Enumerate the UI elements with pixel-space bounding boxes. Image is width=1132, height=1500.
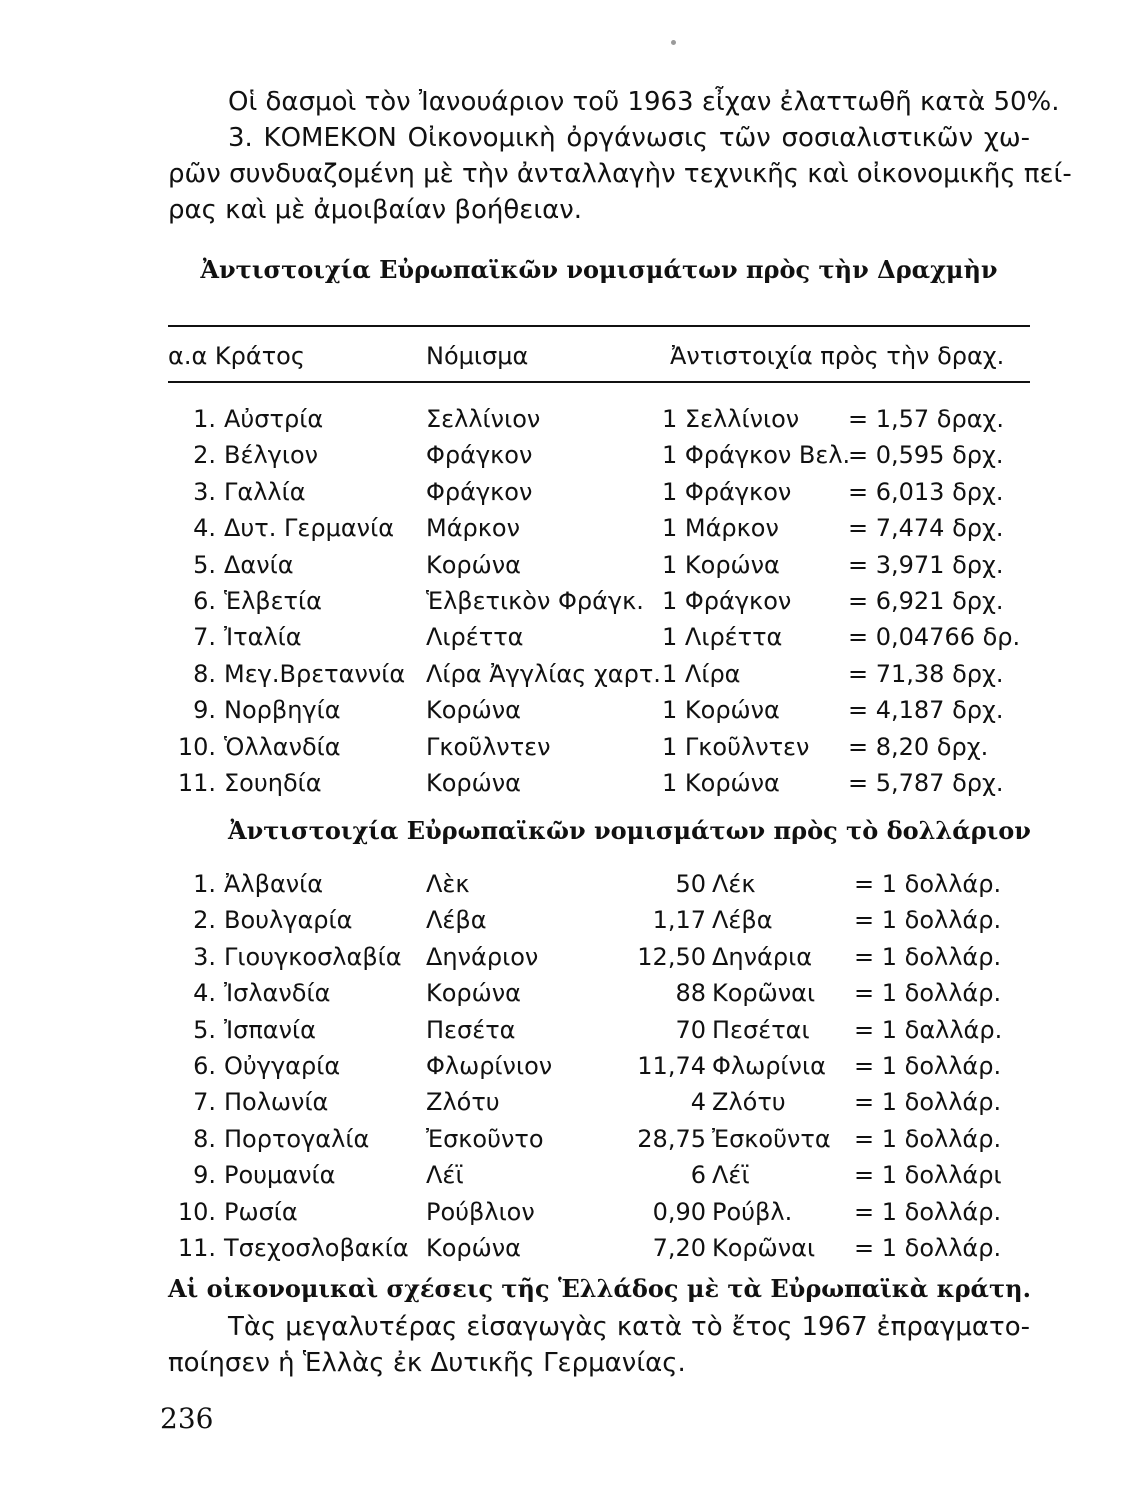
table-row [168, 940, 1030, 974]
amount-cell: 88 [675, 979, 706, 1008]
table-row [168, 1231, 1030, 1265]
rate-cell: 1 Φράγκον [662, 477, 792, 506]
row-number: 8. [193, 1124, 216, 1153]
table-row [168, 903, 1030, 937]
currency-cell: Κορώνα [426, 769, 521, 797]
table-row [168, 976, 1030, 1010]
value-cell: = 5,787 δρχ. [848, 769, 1004, 797]
row-number: 3. [193, 942, 216, 971]
value-cell: = 6,013 δρχ. [848, 477, 1004, 506]
relations-heading: Αἱ οἰκονομικαὶ σχέσεις τῆς Ἑλλάδος μὲ τὰ Εὐρωπαϊκὰ κράτη. [168, 1274, 1031, 1303]
currency-cell: Ρούβλιον [426, 1197, 535, 1226]
amount-cell: 7,20 [652, 1234, 706, 1262]
amount-cell: 70 [675, 1015, 706, 1044]
value-cell: = 7,474 δρχ. [848, 514, 1004, 543]
row-number: 3. [193, 477, 216, 506]
table-row [168, 1049, 1030, 1083]
currency-cell: Πεσέτα [426, 1015, 516, 1044]
country-cell: Βέλγιον [224, 441, 319, 470]
country-cell: Γιουγκοσλαβία [224, 942, 402, 971]
row-number: 5. [193, 550, 216, 579]
country-cell: Πορτογαλία [224, 1124, 370, 1153]
value-cell: = 1 δολλάρι [854, 1161, 1002, 1190]
page-number: 236 [160, 1402, 214, 1435]
amount-cell: 11,74 [637, 1052, 706, 1080]
rate-cell: 1 Μάρκον [662, 514, 779, 543]
header-country: α.α Κράτος [168, 342, 305, 370]
currency-cell: Κορώνα [426, 550, 521, 579]
value-cell: = 6,921 δρχ. [848, 587, 1004, 615]
value-cell: = 71,38 δρχ. [848, 659, 1004, 688]
value-cell: = 1 δολλάρ. [854, 1088, 1002, 1117]
currency-cell: Κορώνα [426, 979, 521, 1008]
country-cell: Γαλλία [224, 477, 306, 506]
table-row [168, 475, 1030, 509]
rate-cell: 1 Κορώνα [662, 696, 780, 725]
table-row [168, 438, 1030, 472]
country-cell: Βουλγαρία [224, 906, 353, 935]
table-row [168, 766, 1030, 800]
table-row [168, 620, 1030, 654]
table-row [168, 1013, 1030, 1047]
table-row [168, 867, 1030, 901]
row-number: 10. [177, 732, 216, 761]
currency-cell: Φράγκον [426, 441, 533, 470]
intro-line: Οἱ δασμοὶ τὸν Ἰανουάριον τοῦ 1963 εἶχαν ἐλαττωθῆ κατὰ 50%. [228, 87, 1060, 117]
row-number: 6. [193, 587, 216, 615]
rate-cell: 1 Κορώνα [662, 550, 780, 579]
currency-cell: Ἑλβετικὸν Φράγκ. [426, 587, 644, 615]
unit-cell: Λέβα [712, 906, 773, 935]
table1-header-rule [168, 381, 1030, 383]
table-row [168, 402, 1030, 436]
rate-cell: 1 Γκοῦλντεν [662, 732, 810, 761]
country-cell: Ἰταλία [224, 623, 302, 652]
unit-cell: Ζλότυ [712, 1088, 786, 1117]
currency-cell: Λέβα [426, 906, 487, 935]
amount-cell: 6 [690, 1161, 706, 1190]
table1-top-rule [168, 325, 1030, 327]
amount-cell: 28,75 [637, 1124, 706, 1153]
value-cell: = 0,595 δρχ. [848, 441, 1004, 470]
row-number: 11. [177, 1234, 216, 1262]
unit-cell: Λέκ [712, 870, 756, 898]
comecon-line: ρῶν συνδυαζομένη μὲ τὴν ἀνταλλαγὴν τεχνικῆς καὶ οἰκονομικῆς πεί- [168, 159, 1072, 189]
currency-cell: Κορώνα [426, 696, 521, 725]
table-row [168, 584, 1030, 618]
country-cell: Ἀλβανία [224, 870, 324, 898]
row-number: 2. [193, 441, 216, 470]
currency-cell: Λίρα Ἀγγλίας χαρτ. [426, 659, 661, 688]
currency-cell: Λὲκ [426, 870, 470, 898]
relations-line: Τὰς μεγαλυτέρας εἰσαγωγὰς κατὰ τὸ ἔτος 1967 ἐπραγματο- [228, 1312, 1030, 1342]
unit-cell: Κορῶναι [712, 979, 816, 1008]
country-cell: Ἑλβετία [224, 587, 322, 615]
unit-cell: Δηνάρια [712, 942, 813, 971]
country-cell: Μεγ.Βρεταννία [224, 659, 406, 688]
country-cell: Σουηδία [224, 769, 322, 797]
row-number: 9. [193, 696, 216, 725]
row-number: 4. [193, 514, 216, 543]
row-number: 6. [193, 1052, 216, 1080]
currency-cell: Κορώνα [426, 1234, 521, 1262]
table-row [168, 1158, 1030, 1192]
country-cell: Αὐστρία [224, 405, 324, 433]
currency-cell: Φράγκον [426, 477, 533, 506]
table-row [168, 693, 1030, 727]
row-number: 2. [193, 906, 216, 935]
currency-cell: Ἐσκοῦντο [426, 1124, 544, 1153]
country-cell: Ρωσία [224, 1197, 298, 1226]
currency-cell: Γκοῦλντεν [426, 732, 551, 761]
amount-cell: 1,17 [652, 906, 706, 935]
value-cell: = 1 δολλάρ. [854, 942, 1002, 971]
comecon-line: 3. ΚΟΜΕΚΟΝ Οἰκονομικὴ ὀργάνωσις τῶν σοσιαλιστικῶν χω- [228, 123, 1030, 153]
country-cell: Ὁλλανδία [224, 732, 341, 761]
currency-cell: Δηνάριον [426, 942, 539, 971]
value-cell: = 1 δολλάρ. [854, 1234, 1002, 1262]
country-cell: Ρουμανία [224, 1161, 336, 1190]
row-number: 10. [177, 1197, 216, 1226]
country-cell: Νορβηγία [224, 696, 341, 725]
country-cell: Ἰσπανία [224, 1015, 316, 1044]
value-cell: = 1 δολλάρ. [854, 906, 1002, 935]
country-cell: Οὐγγαρία [224, 1052, 341, 1080]
table-row [168, 1085, 1030, 1119]
row-number: 5. [193, 1015, 216, 1044]
table1-title: Ἀντιστοιχία Εὐρωπαϊκῶν νομισμάτων πρὸς τὴν Δραχμὴν [200, 255, 998, 284]
rate-cell: 1 Σελλίνιον [662, 405, 800, 433]
amount-cell: 12,50 [637, 942, 706, 971]
currency-cell: Φλωρίνιον [426, 1052, 553, 1080]
amount-cell: 50 [675, 870, 706, 898]
rate-cell: 1 Λίρα [662, 659, 741, 688]
row-number: 1. [193, 870, 216, 898]
row-number: 11. [177, 769, 216, 797]
table-row [168, 730, 1030, 764]
value-cell: = 1 δολλάρ. [854, 1124, 1002, 1153]
value-cell: = 1 δολλάρ. [854, 1197, 1002, 1226]
rate-cell: 1 Κορώνα [662, 769, 780, 797]
currency-cell: Σελλίνιον [426, 405, 541, 433]
amount-cell: 0,90 [652, 1197, 706, 1226]
rate-cell: 1 Λιρέττα [662, 623, 783, 652]
value-cell: = 0,04766 δρ. [848, 623, 1021, 652]
row-number: 7. [193, 1088, 216, 1117]
unit-cell: Λέϊ [712, 1161, 750, 1190]
row-number: 7. [193, 623, 216, 652]
value-cell: = 1 δολλάρ. [854, 1052, 1002, 1080]
value-cell: = 4,187 δρχ. [848, 696, 1004, 725]
value-cell: = 8,20 δρχ. [848, 732, 989, 761]
paper-speck [671, 40, 676, 45]
header-rate: Ἀντιστοιχία πρὸς τὴν δραχ. [670, 342, 1005, 370]
table-row [168, 1195, 1030, 1229]
row-number: 4. [193, 979, 216, 1008]
unit-cell: Ἐσκοῦντα [712, 1124, 831, 1153]
unit-cell: Φλωρίνια [712, 1052, 826, 1080]
value-cell: = 1 δαλλάρ. [854, 1015, 1003, 1044]
table-row [168, 511, 1030, 545]
unit-cell: Κορῶναι [712, 1234, 816, 1262]
value-cell: = 1,57 δραχ. [848, 405, 1005, 433]
country-cell: Δανία [224, 550, 294, 579]
currency-cell: Λιρέττα [426, 623, 524, 652]
header-currency: Νόμισμα [426, 342, 529, 370]
country-cell: Δυτ. Γερμανία [224, 514, 395, 543]
row-number: 9. [193, 1161, 216, 1190]
table-row [168, 548, 1030, 582]
currency-cell: Λέϊ [426, 1161, 464, 1190]
value-cell: = 1 δολλάρ. [854, 870, 1002, 898]
rate-cell: 1 Φράγκον [662, 587, 792, 615]
table-row [168, 657, 1030, 691]
value-cell: = 3,971 δρχ. [848, 550, 1004, 579]
comecon-line: ρας καὶ μὲ ἀμοιβαίαν βοήθειαν. [168, 195, 583, 225]
unit-cell: Πεσέται [712, 1015, 810, 1044]
country-cell: Πολωνία [224, 1088, 329, 1117]
row-number: 8. [193, 659, 216, 688]
currency-cell: Μάρκον [426, 514, 520, 543]
country-cell: Τσεχοσλοβακία [224, 1234, 409, 1262]
table1-header [168, 338, 1030, 374]
currency-cell: Ζλότυ [426, 1088, 500, 1117]
rate-cell: 1 Φράγκον Βελ. [662, 441, 851, 470]
amount-cell: 4 [690, 1088, 706, 1117]
table-row [168, 1122, 1030, 1156]
value-cell: = 1 δολλάρ. [854, 979, 1002, 1008]
relations-line: ποίησεν ἡ Ἑλλὰς ἐκ Δυτικῆς Γερμανίας. [168, 1348, 686, 1378]
row-number: 1. [193, 405, 216, 433]
country-cell: Ἰσλανδία [224, 979, 331, 1008]
table2-title: Ἀντιστοιχία Εὐρωπαϊκῶν νομισμάτων πρὸς τὸ δολλάριον [228, 816, 1031, 845]
unit-cell: Ρούβλ. [712, 1197, 793, 1226]
